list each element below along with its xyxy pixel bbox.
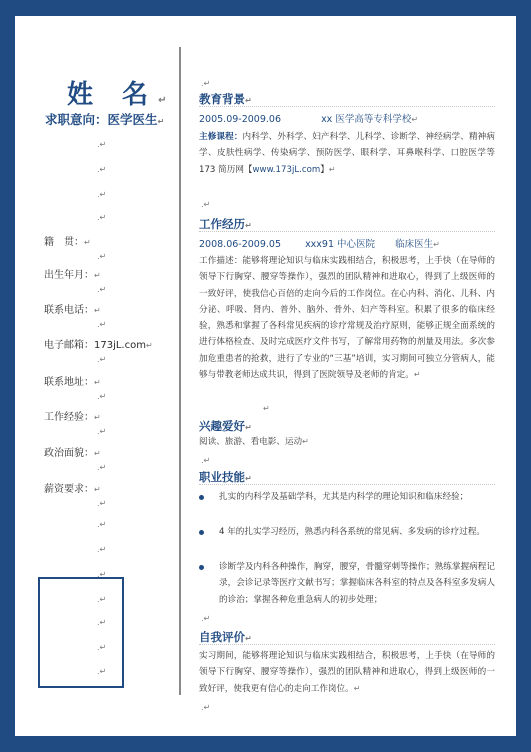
paragraph-mark: .↵ [97,643,107,652]
field-label: 电子邮箱： [44,340,94,351]
column-divider [179,47,181,695]
field-label: 政治面貌： [44,448,94,459]
field-address: 联系地址：↵ [44,377,101,388]
paragraph-mark: .↵ [97,463,107,472]
paragraph-mark: .↵ [97,499,107,508]
paragraph-mark: .↵ [97,252,107,261]
field-label: 薪资要求： [44,484,94,495]
paragraph-mark: .↵ [97,427,107,436]
section-title-evaluation: 自我评价↵ [199,630,252,644]
work-position: 临床医生 [395,239,434,250]
paragraph-mark: .↵ [97,140,107,149]
work-hospital: xxx91 中心医院 [305,239,376,250]
paragraph-mark: ↵ [263,404,270,413]
paragraph-mark: .↵ [97,667,107,676]
field-experience: 工作经验：↵ [44,412,101,423]
paragraph-mark: .↵ [201,456,211,465]
photo-box [38,577,124,688]
paragraph-mark: .↵ [97,285,107,294]
site-link[interactable]: www.173jL.com [252,164,321,175]
candidate-name: 姓 名↵ [67,80,167,110]
section-separator [199,484,495,485]
work-description: 工作描述：能够将理论知识与临床实践相结合，积极思考，上手快（在导师的领导下行胸穿、腰穿等操作），强烈的团队精神和进取心，得到了上级医师的一致好评，使我信心百倍的走向今后的工作岗位。在心内科、消化、儿科、内分泌、呼吸、肾内、普外、脑外、骨外、妇产等科室。积累了很多的临床经验，熟悉和掌握了各科常见疾病的诊疗常规及治疗原则，能够正规全面系统的进行体格检查、及时完成医疗文件书写，了解常用药物的剂量及用法。多次参加危重患者的抢救，进行了专业的“三基”培训，实习期间可独立分管病人，能够与带教老师达成共识，得到了医院领导及老师的肯定。↵ [199,256,495,381]
field-label: 出生年月： [44,270,94,281]
education-school: xx 医学高等专科学校 [321,114,412,125]
work-period: 2008.06-2009.05 [199,239,281,250]
section-separator [199,106,495,107]
section-title-hobbies: 兴趣爱好↵ [199,419,252,433]
hobbies-content: 阅读、旅游、看电影、运动↵ [199,437,309,447]
section-separator [199,644,495,645]
section-separator [199,231,495,232]
evaluation-content: 实习期间，能够将理论知识与临床实践相结合，积极思考，上手快（在导师的领导下行胸穿、腰穿等操作），强烈的团队精神和进取心，得到上级医师的一致好评，使我更有信心的走向工作岗位。↵ [199,651,495,694]
paragraph-mark: .↵ [201,79,211,88]
job-intent-label: 求职意向： [45,112,108,127]
field-native-place: 籍 贯：↵ [44,237,91,248]
field-value: 173jL.com [94,340,146,351]
bullet-icon [199,530,204,535]
courses-list: 内科学、外科学、妇产科学、儿科学、诊断学、神经病学、精神病学、皮肤性病学、传染病学、预防医学、眼科学、耳鼻喉科学、口腔医学等 [199,132,495,159]
work-row: 2008.06-2009.05 xxx91 中心医院 临床医生↵ [199,239,440,250]
paragraph-mark: .↵ [97,570,107,579]
field-label: 联系电话： [44,305,94,316]
resume-page: 姓 名↵ 求职意向：医学医生↵ .↵ .↵ .↵ .↵ 籍 贯：↵ .↵ 出生年月：↵ .↵ 联系电话：↵ .↵ 电子邮箱：173jL.com↵ .↵ 联系地址：↵ .↵ 工作经验：↵ .↵ 政治面貌：↵ .↵ 薪资要求：↵ .↵ .↵ .↵ .↵ .↵ .↵ .↵ .↵ .↵ 教育背景↵ 2005.09-2009.06 xx 医学高等专科学校↵ 主修课程：内科学、外科学、妇产科学、儿科学、诊断学、神经病学、精神病学、皮肤性病学、传染病学、预防医学、眼科学、耳鼻喉科学、口腔医学等 173 简历网【www.173jL.com】↵ .↵ 工作经历↵ 2008.06-2009.05 xxx91 中心医院 临床医生↵ 工作描述：能够将理论知识与临床实践相结合，积极思考，上手快（在导师的领导下行胸穿、腰穿等操作），强烈的团队精神和进取心，得到了上级医师的一致好评，使我信心百倍的走向今后的工作岗位。在心内科、消化、儿科、内分泌、呼吸、肾内、普外、脑外、骨外、妇产等科室。积累了很多的临床经验，熟悉和掌握了各科常见疾病的诊疗常规及治疗原则，能够正规全面系统的进行体格检查、及时完成医疗文件书写，了解常用药物的剂量及用法。多次参加危重患者的抢救，进行了专业的“三基”培训，实习期间可独立分管病人，能够与带教老师达成共识，得到了医院领导及老师的肯定。↵ ↵ 兴趣爱好↵ 阅读、旅游、看电影、运动↵ .↵ 职业技能↵ 扎实的内科学及基础学科，尤其是内科学的理论知识和临床经验； 4 年的扎实学习经历，熟悉内科各系统的常见病、多发病的诊疗过程。 诊断学及内科各种操作，胸穿，腰穿，骨髓穿刺等操作；熟练掌握病程记录，会诊记录等医疗文献书写；掌握临床各科室的特点及各科室多发病人的诊治；掌握各种危重急病人的初步处理； .↵ 自我评价↵ 实习期间，能够将理论知识与临床实践相结合，积极思考，上手快（在导师的领导下行胸穿、腰穿等操作），强烈的团队精神和进取心，得到上级医师的一致好评，使我更有信心的走向工作岗位。↵ .↵ [15,16,516,736]
paragraph-mark: .↵ [97,213,107,222]
paragraph-mark: .↵ [97,165,107,174]
paragraph-mark: .↵ [201,200,211,209]
paragraph-mark: .↵ [97,320,107,329]
courses-label: 主修课程： [199,132,243,142]
paragraph-mark: .↵ [97,595,107,604]
education-courses: 主修课程：内科学、外科学、妇产科学、儿科学、诊断学、神经病学、精神病学、皮肤性病学、传染病学、预防医学、眼科学、耳鼻喉科学、口腔医学等 173 简历网【www.173jL.com】↵ [199,132,495,175]
section-title-skills: 职业技能↵ [199,470,252,484]
section-title-education: 教育背景↵ [199,92,252,106]
field-birth-date: 出生年月：↵ [44,270,101,281]
field-label: 工作经验： [44,412,94,423]
paragraph-mark: .↵ [201,703,211,712]
field-phone: 联系电话：↵ [44,305,101,316]
bullet-icon [199,495,204,500]
job-intent: 求职意向：医学医生↵ [45,112,165,127]
education-period: 2005.09-2009.06 [199,114,281,125]
field-label: 籍 贯： [44,237,84,248]
bullet-icon [199,565,204,570]
section-title-work: 工作经历↵ [199,217,252,231]
paragraph-mark: .↵ [97,618,107,627]
field-political-status: 政治面貌：↵ [44,448,101,459]
paragraph-mark: .↵ [97,545,107,554]
field-salary: 薪资要求：↵ [44,484,101,495]
job-intent-value: 医学医生 [107,112,158,127]
paragraph-mark: .↵ [97,190,107,199]
paragraph-mark: .↵ [97,392,107,401]
paragraph-mark: .↵ [97,520,107,529]
site-text: 173 简历网【 [199,164,253,175]
field-email: 电子邮箱：173jL.com↵ [44,340,153,351]
paragraph-mark: .↵ [201,614,211,623]
education-row: 2005.09-2009.06 xx 医学高等专科学校↵ [199,114,419,125]
field-label: 联系地址： [44,377,94,388]
paragraph-mark: .↵ [97,355,107,364]
